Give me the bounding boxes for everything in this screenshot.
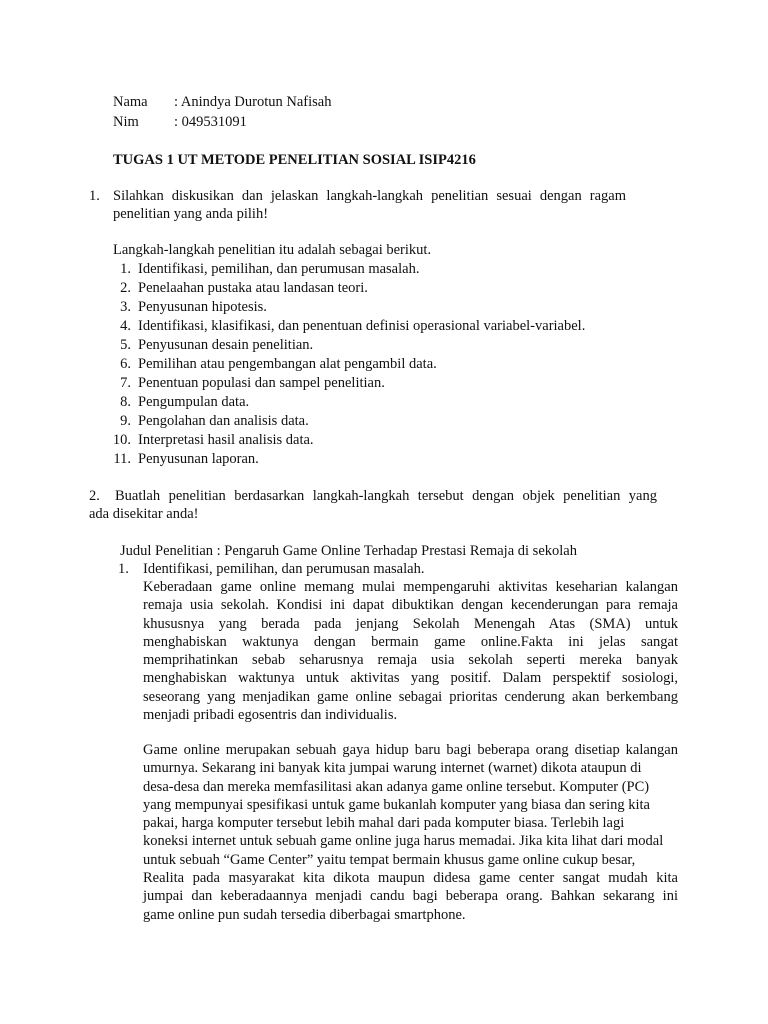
paragraph-line: Realita pada masyarakat kita dikota maupun didesa game center sangat mudah kita xyxy=(143,870,678,887)
paragraph-line: umurnya. Sekarang ini banyak kita jumpai warung internet (warnet) dikota ataupun di xyxy=(143,760,642,777)
question2-line: ada disekitar anda! xyxy=(89,506,199,523)
list-item xyxy=(109,431,669,450)
list-item-number: 1. xyxy=(120,261,131,277)
paragraph-line: memprihatinkan sebab seharusnya remaja usia sekolah seperti mereka banyak xyxy=(143,652,678,669)
paragraph-line: jumpai dan keberadaannya menjadi candu bagi beberapa orang. Bahkan sekarang ini xyxy=(143,888,678,905)
question2-text xyxy=(89,487,657,524)
list-item-number: 8. xyxy=(120,394,131,410)
list-item-number: 11. xyxy=(113,451,131,467)
list-item-text: Pemilihan atau pengembangan alat pengambil data. xyxy=(138,356,437,372)
question1-text xyxy=(113,187,626,224)
list-item-text: Penelaahan pustaka atau landasan teori. xyxy=(138,280,368,296)
list-item-number: 9. xyxy=(120,413,131,429)
list-item-text: Pengolahan dan analisis data. xyxy=(138,413,309,429)
list-item xyxy=(109,412,669,431)
list-item xyxy=(109,355,669,374)
paragraph-line: desa-desa dan mereka memfasilitasi akan adanya game online tersebut. Komputer (PC) xyxy=(143,778,650,795)
question1-line: Silahkan diskusikan dan jelaskan langkah-langkah penelitian sesuai dengan ragam xyxy=(113,188,626,204)
list-item xyxy=(109,450,669,469)
list-item-number: 4. xyxy=(120,318,131,334)
list-item-text: Identifikasi, klasifikasi, dan penentuan definisi operasional variabel-variabel. xyxy=(138,318,586,334)
paragraph-2 xyxy=(143,741,678,924)
paragraph-line: khususnya yang berada pada jenjang Sekolah Menengah Atas (SMA) untuk xyxy=(143,615,678,632)
question1-number: 1. xyxy=(89,188,100,204)
paragraph-line: koneksi internet untuk sebuah game online juga harus memadai. Jika kita lihat dari modal xyxy=(143,833,664,850)
list-item-text: Penyusunan desain penelitian. xyxy=(138,337,314,353)
paragraph-line: menghabiskan waktunya dengan bermain game online.Fakta ini jelas sangat xyxy=(143,633,678,650)
paragraph-line: Game online merupakan sebuah gaya hidup baru bagi beberapa orang disetiap kalangan xyxy=(143,742,678,758)
paragraph-line: yang mempunyai spesifikasi untuk game bukanlah komputer yang biasa dan sering kita xyxy=(143,796,650,813)
paragraph-line: pakai, harga komputer tersebut lebih mahal dari pada komputer biasa. Terlebih lagi xyxy=(143,815,625,832)
list-item-text: Pengumpulan data. xyxy=(138,394,250,410)
nama-value: : Anindya Durotun Nafisah xyxy=(174,94,332,110)
list-item xyxy=(109,336,669,355)
nama-label: Nama xyxy=(113,94,148,110)
list-item-text: Interpretasi hasil analisis data. xyxy=(138,432,314,448)
paragraph-line: untuk sebuah “Game Center” yaitu tempat bermain khusus game online cukup besar, xyxy=(143,851,636,868)
list-item-number: 2. xyxy=(120,280,131,296)
paragraph-line: Keberadaan game online memang mulai mempengaruhi aktivitas keseharian kalangan xyxy=(143,579,678,595)
list-item-text: Penyusunan hipotesis. xyxy=(138,299,267,315)
paragraph-line: menjadi pribadi egosentris dan individualis. xyxy=(143,707,398,724)
list-item-number: 6. xyxy=(120,356,131,372)
paragraph-line: game online pun sudah tersedia diberbagai smartphone. xyxy=(143,906,466,923)
paragraph-line: seseorang yang menjadikan game online sebagai prioritas cenderung akan berkembang xyxy=(143,688,678,705)
list-item xyxy=(109,393,669,412)
nim-label: Nim xyxy=(113,114,139,130)
research-title: Judul Penelitian : Pengaruh Game Online Terhadap Prestasi Remaja di sekolah xyxy=(120,543,577,559)
step1-title: Identifikasi, pemilihan, dan perumusan masalah. xyxy=(143,561,425,577)
list-item-text: Identifikasi, pemilihan, dan perumusan masalah. xyxy=(138,261,420,277)
question1-line: penelitian yang anda pilih! xyxy=(113,206,269,223)
list-item-text: Penentuan populasi dan sampel penelitian. xyxy=(138,375,385,391)
document-title: TUGAS 1 UT METODE PENELITIAN SOSIAL ISIP4216 xyxy=(113,152,476,168)
answer1-intro: Langkah-langkah penelitian itu adalah sebagai berikut. xyxy=(113,242,432,258)
list-item-number: 3. xyxy=(120,299,131,315)
paragraph-line: menghabiskan waktunya untuk aktivitas yang positif. Dalam perspektif sosiologi, xyxy=(143,670,678,687)
list-item-text: Penyusunan laporan. xyxy=(138,451,259,467)
research-steps-list xyxy=(109,260,669,469)
list-item xyxy=(109,260,669,279)
nim-value: : 049531091 xyxy=(174,114,247,130)
list-item-number: 5. xyxy=(120,337,131,353)
list-item xyxy=(109,279,669,298)
paragraph-line: remaja usia sekolah. Kondisi ini dapat dibuktikan dengan kecenderungan para remaja xyxy=(143,597,678,614)
list-item xyxy=(109,374,669,393)
list-item-number: 10. xyxy=(112,432,131,448)
list-item xyxy=(109,298,669,317)
list-item xyxy=(109,317,669,336)
list-item-number: 7. xyxy=(120,375,131,391)
paragraph-1 xyxy=(143,578,678,724)
step1-number: 1. xyxy=(118,561,129,577)
question2-number: 2. xyxy=(89,488,100,504)
question2-line: Buatlah penelitian berdasarkan langkah-langkah tersebut dengan objek penelitian yang xyxy=(115,488,657,504)
